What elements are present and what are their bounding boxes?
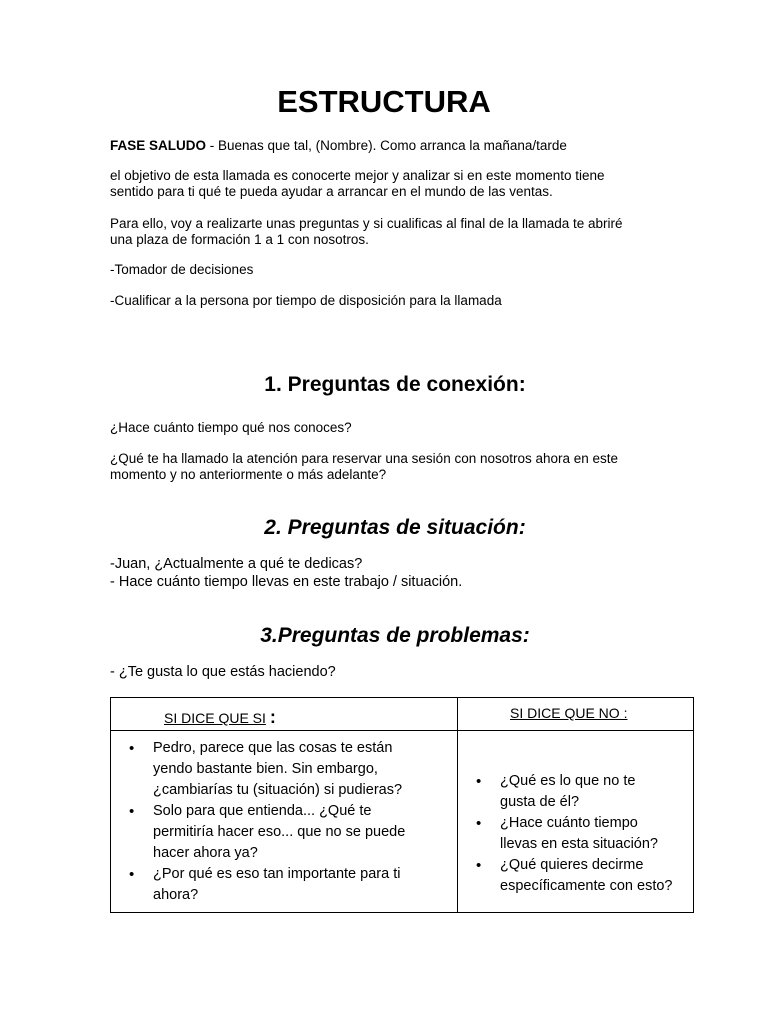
si-item-2-line-1: Solo para que entienda... ¿Qué te xyxy=(153,803,372,819)
list-item xyxy=(111,738,457,801)
no-item-3-line-1: ¿Qué quieres decirme xyxy=(500,857,644,873)
conexion-question-2-line-2: momento y no anteriormente o más adelante? xyxy=(110,467,387,482)
section-conexion-heading: 1. Preguntas de conexión: xyxy=(264,373,526,396)
list-item xyxy=(458,771,693,813)
situacion-question-1: -Juan, ¿Actualmente a qué te dedicas? xyxy=(110,556,363,572)
no-item-3-line-2: específicamente con esto? xyxy=(500,878,673,894)
fase-saludo-label: FASE SALUDO xyxy=(110,138,207,153)
si-item-1-line-1: Pedro, parece que las cosas te están xyxy=(153,740,393,756)
si-header-label: SI DICE QUE SI xyxy=(164,710,266,726)
objetivo-line-1: el objetivo de esta llamada es conocerte mejor y analizar si en este momento tiene xyxy=(110,168,605,183)
para-ello-line-2: una plaza de formación 1 a 1 con nosotros. xyxy=(110,232,369,247)
fase-saludo-text: - Buenas que tal, (Nombre). Como arranca la mañana/tarde xyxy=(206,138,567,153)
para-ello-paragraph xyxy=(110,216,670,248)
no-item-2-line-2: llevas en esta situación? xyxy=(500,836,658,852)
si-item-2-line-3: hacer ahora ya? xyxy=(153,845,258,861)
fase-saludo-line xyxy=(110,138,670,154)
objetivo-paragraph xyxy=(110,168,670,200)
si-item-2-line-2: permitiría hacer eso... que no se puede xyxy=(153,824,406,840)
si-item-1-line-2: yendo bastante bien. Sin embargo, xyxy=(153,761,378,777)
no-header-label: SI DICE QUE NO : xyxy=(510,705,628,721)
no-item-1-line-1: ¿Qué es lo que no te xyxy=(500,773,636,789)
conexion-question-1: ¿Hace cuánto tiempo qué nos conoces? xyxy=(110,420,352,435)
list-item xyxy=(111,864,457,906)
no-header-cell xyxy=(458,698,694,731)
list-item xyxy=(458,855,693,897)
si-no-table xyxy=(110,697,694,913)
table-header-row xyxy=(111,698,694,731)
list-item xyxy=(111,801,457,864)
no-list xyxy=(458,771,693,897)
table-body-row xyxy=(111,731,694,913)
conexion-question-2-line-1: ¿Qué te ha llamado la atención para reservar una sesión con nosotros ahora en este xyxy=(110,451,619,466)
objetivo-line-2: sentido para ti qué te pueda ayudar a arrancar en el mundo de las ventas. xyxy=(110,184,553,199)
si-header-colon: : xyxy=(269,707,276,727)
page-title: ESTRUCTURA xyxy=(277,84,491,119)
list-item xyxy=(458,813,693,855)
no-body-cell xyxy=(458,731,694,913)
no-item-1-line-2: gusta de él? xyxy=(500,794,580,810)
si-list xyxy=(111,738,457,906)
no-item-2-line-1: ¿Hace cuánto tiempo xyxy=(500,815,638,831)
si-item-1-line-3: ¿cambiarías tu (situación) si pudieras? xyxy=(153,782,403,798)
si-item-3-line-2: ahora? xyxy=(153,887,199,903)
si-header xyxy=(164,707,276,728)
problemas-question-1: - ¿Te gusta lo que estás haciendo? xyxy=(110,664,336,680)
para-ello-line-1: Para ello, voy a realizarte unas preguntas y si cualificas al final de la llamada te abriré xyxy=(110,216,623,231)
tomador-decisiones: -Tomador de decisiones xyxy=(110,262,254,277)
si-body-cell xyxy=(111,731,458,913)
section-problemas-heading: 3.Preguntas de problemas: xyxy=(260,624,530,647)
section-situacion-heading: 2. Preguntas de situación: xyxy=(264,516,526,539)
si-item-3-line-1: ¿Por qué es eso tan importante para ti xyxy=(153,866,401,882)
situacion-question-2: - Hace cuánto tiempo llevas en este trabajo / situación. xyxy=(110,574,463,590)
conexion-question-2 xyxy=(110,451,670,483)
cualificar-persona: -Cualificar a la persona por tiempo de disposición para la llamada xyxy=(110,293,502,308)
si-header-cell xyxy=(111,698,458,731)
